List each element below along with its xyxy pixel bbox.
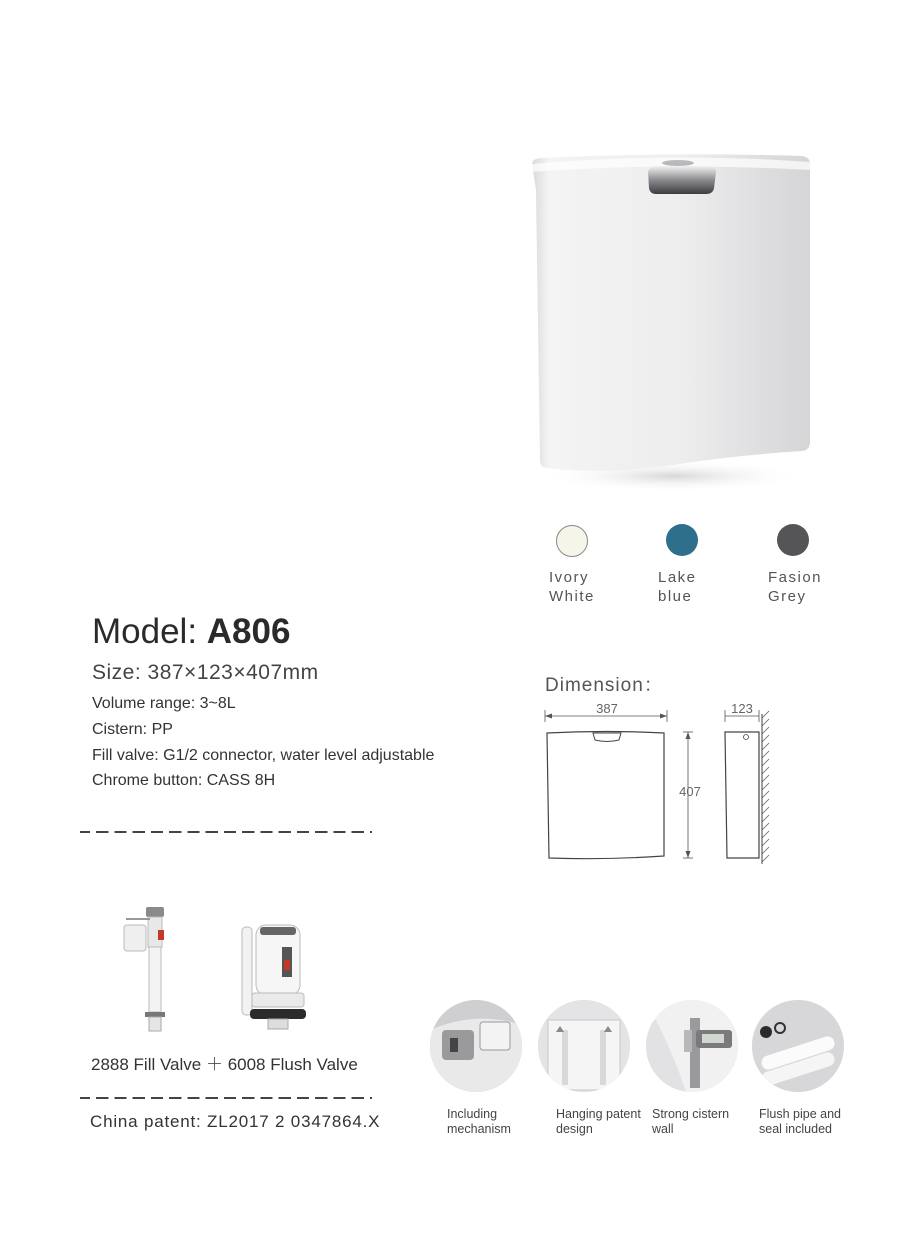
color-swatch-ivory-white (556, 525, 588, 557)
feature-image-hanging (538, 1000, 630, 1092)
dimension-height: 407 (679, 784, 701, 799)
color-swatch-fasion-grey (777, 524, 809, 556)
spec-cistern: Cistern: PP (92, 721, 173, 738)
cistern-product-image (528, 150, 814, 495)
feature-caption-wall: Strong cistern wall (652, 1107, 730, 1136)
color-swatch-lake-blue (666, 524, 698, 556)
spec-volume: Volume range: 3~8L (92, 695, 236, 712)
spec-chrome-button: Chrome button: CASS 8H (92, 772, 276, 789)
patent-number: China patent: ZL2017 2 0347864.X (90, 1112, 381, 1131)
spec-fill-valve: Fill valve: G1/2 connector, water level adjustable (92, 747, 435, 764)
valves-image (118, 905, 318, 1035)
divider (80, 831, 372, 833)
model-prefix: Model: (92, 612, 207, 651)
color-label-fasion-grey: Fasion Grey (768, 569, 823, 605)
dimension-depth: 123 (731, 701, 753, 716)
feature-caption-pipe: Flush pipe and seal included (759, 1107, 842, 1136)
color-label-ivory-white: Ivory White (549, 569, 595, 605)
model-number: A806 (206, 612, 291, 651)
valve-caption: 2888 Fill Valve ＋ 6008 Flush Valve (91, 1055, 358, 1074)
dimension-width: 387 (596, 701, 618, 716)
feature-image-pipe (752, 1000, 844, 1092)
size-spec: Size: 387×123×407mm (92, 661, 319, 684)
feature-caption-hanging: Hanging patent design (556, 1107, 641, 1136)
dimension-title: Dimension： (545, 675, 664, 696)
divider (80, 1097, 372, 1099)
feature-caption-mechanism: Including mechanism (447, 1107, 511, 1136)
dimension-drawing (540, 696, 780, 871)
feature-image-wall (646, 1000, 738, 1092)
color-label-lake-blue: Lake blue (658, 569, 697, 605)
model-heading (92, 612, 290, 652)
feature-image-mechanism (430, 1000, 522, 1092)
